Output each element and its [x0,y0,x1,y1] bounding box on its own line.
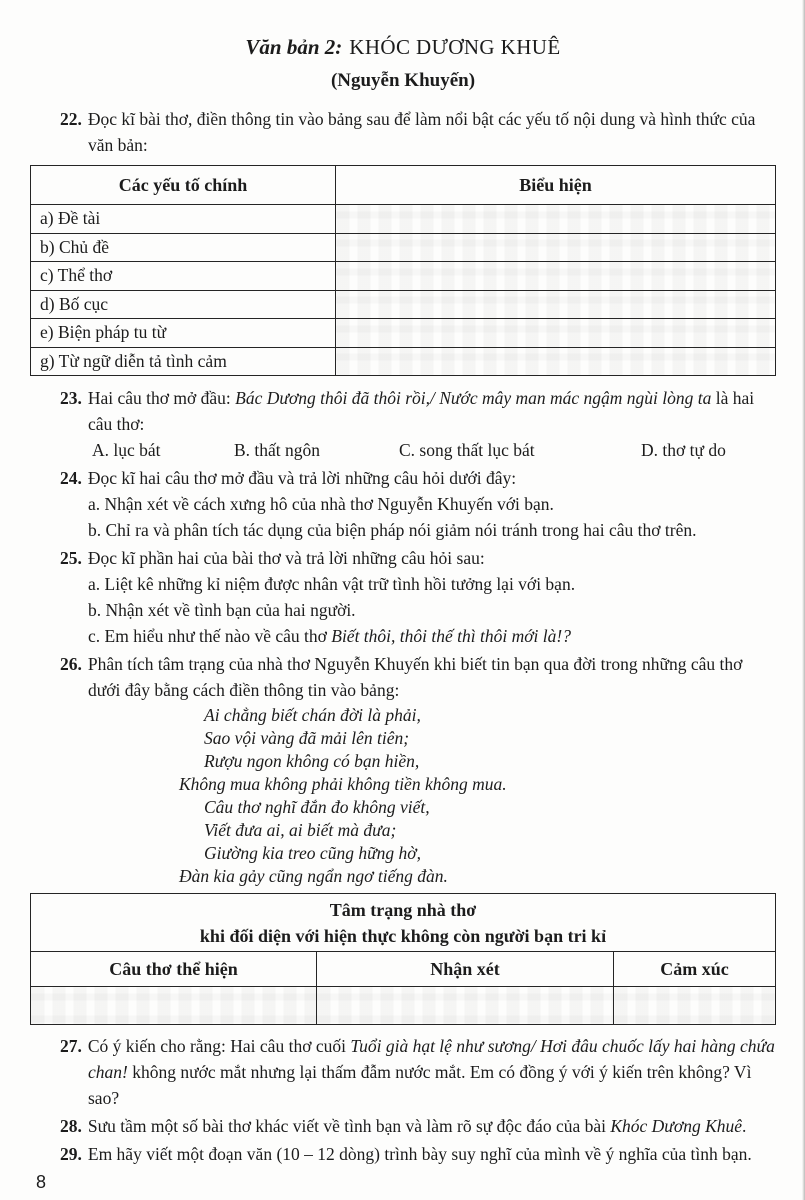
poem-line: Sao vội vàng đã mải lên tiên; [204,728,410,748]
mood-table [30,893,776,1025]
question-25-item-c-lead: c. Em hiểu như thế nào về câu thơ [88,626,332,646]
question-23-quote: Bác Dương thôi đã thôi rồi,/ Nước mây man mác ngậm ngùi lòng ta [235,388,712,408]
question-28-lead: Sưu tầm một số bài thơ khác viết về tình bạn và làm rõ sự độc đáo của bài [87,1116,611,1136]
table-row [31,347,776,376]
row-label-cell: e) Biện pháp tu từ [31,319,336,348]
question-22-text: Đọc kĩ bài thơ, điền thông tin vào bảng sau để làm nổi bật các yếu tố nội dung và hình thức của văn bản: [87,109,756,155]
row-label-cell: g) Từ ngữ diễn tả tình cảm [31,347,336,376]
question-23-options [30,437,776,463]
row-label-cell: d) Bố cục [31,290,336,319]
question-27-number: 27. [60,1036,82,1056]
question-28-tail: . [742,1116,747,1136]
blank-cell [317,987,614,1025]
option-d: D. thơ tự do [641,440,726,460]
poem-line: Viết đưa ai, ai biết mà đưa; [204,820,397,840]
mood-table-title [31,894,776,952]
row-label-cell: a) Đề tài [31,205,336,234]
question-25-text: Đọc kĩ phần hai của bài thơ và trả lời những câu hỏi sau: [87,548,485,568]
table-row [31,205,776,234]
row-value-cell [336,262,776,291]
question-26-text: Phân tích tâm trạng của nhà thơ Nguyễn Khuyến khi biết tin bạn qua đời trong những câu thơ dưới đây bằng cách điền thông tin vào bảng: [87,654,743,700]
table-row [31,290,776,319]
question-24-text: Đọc kĩ hai câu thơ mở đầu và trả lời những câu hỏi dưới đây: [87,468,517,488]
poem-line: Câu thơ nghĩ đắn đo không viết, [204,797,430,817]
question-23-tail: là hai câu thơ: [88,388,755,434]
question-29 [30,1141,776,1167]
question-29-text: Em hãy viết một đoạn văn (10 – 12 dòng) trình bày suy nghĩ của mình về ý nghĩa của tình bạn. [87,1144,752,1164]
question-28-quote: Khóc Dương Khuê [610,1116,743,1136]
question-23 [30,385,776,463]
poem-line: Rượu ngon không có bạn hiền, [204,751,420,771]
elements-table-header-key: Các yếu tố chính [31,166,336,205]
question-23-number: 23. [60,388,82,408]
table-row [31,319,776,348]
question-27-lead: Có ý kiến cho rằng: Hai câu thơ cuối [87,1036,351,1056]
mood-table-header-verse: Câu thơ thể hiện [31,952,317,987]
question-24-item-a: a. Nhận xét về cách xưng hô của nhà thơ Nguyễn Khuyến với bạn. [88,494,554,514]
question-22 [30,106,776,158]
table-row [31,233,776,262]
row-label-cell: b) Chủ đề [31,233,336,262]
question-24-number: 24. [60,468,82,488]
question-28-number: 28. [60,1116,82,1136]
question-26-number: 26. [60,654,82,674]
option-a: A. lục bát [92,440,161,460]
mood-table-title-row [31,894,776,952]
elements-table [30,165,776,376]
question-25-stem [30,545,776,571]
question-29-number: 29. [60,1144,82,1164]
question-24-stem [30,465,776,491]
row-value-cell [336,347,776,376]
question-25-item-b: b. Nhận xét về tình bạn của hai người. [88,600,356,620]
poem-line: Không mua không phải không tiền không mua. [179,774,507,794]
table-row [31,262,776,291]
mood-table-header-row [31,952,776,987]
option-c: C. song thất lục bát [399,440,535,460]
blank-cell [31,987,317,1025]
question-26-stem [30,651,776,703]
question-28 [30,1113,776,1139]
question-24-item-b: b. Chỉ ra và phân tích tác dụng của biện pháp nói giảm nói tránh trong hai câu thơ trên. [88,520,697,540]
mood-table-title-line1: Tâm trạng nhà thơ [329,899,477,920]
option-b: B. thất ngôn [234,440,321,460]
row-label-cell: c) Thể thơ [31,262,336,291]
poem-line: Đàn kia gảy cũng ngẩn ngơ tiếng đàn. [179,866,448,886]
poem-block [30,704,776,888]
row-value-cell [336,290,776,319]
question-26 [30,651,776,888]
question-27-tail: không nước mắt nhưng lại thấm đẫm nước mắt. Em có đồng ý với ý kiến trên không? Vì sao? [88,1062,752,1108]
mood-table-header-emotion: Cảm xúc [614,952,776,987]
question-25 [30,545,776,649]
title-text: KHÓC DƯƠNG KHUÊ [349,35,561,59]
document-author: (Nguyễn Khuyến) [330,70,476,91]
page-number: 8 [36,1172,47,1192]
mood-table-blank-row [31,987,776,1025]
blank-cell [614,987,776,1025]
question-24 [30,465,776,543]
question-23-lead: Hai câu thơ mở đầu: [87,388,236,408]
row-value-cell [336,233,776,262]
mood-table-title-line2: khi đối diện với hiện thực không còn người bạn tri kỉ [199,925,607,946]
mood-table-header-comment: Nhận xét [317,952,614,987]
poem-line: Ai chẳng biết chán đời là phải, [204,705,421,725]
document-title [30,34,776,60]
question-27 [30,1033,776,1111]
title-prefix: Văn bản 2: [245,35,343,59]
question-25-item-c-quote: Biết thôi, thôi thế thì thôi mới là!? [331,626,571,646]
question-23-stem [30,385,776,437]
question-25-item-c [30,623,776,649]
elements-table-header-row [31,166,776,205]
question-27-quote: Tuổi già hạt lệ như sương/ Hơi đâu chuốc lấy hai hàng chứa chan! [88,1036,775,1082]
question-25-item-a: a. Liệt kê những kỉ niệm được nhân vật trữ tình hồi tưởng lại với bạn. [88,574,576,594]
question-25-number: 25. [60,548,82,568]
row-value-cell [336,205,776,234]
elements-table-header-value: Biểu hiện [336,166,776,205]
poem-line: Giường kia treo cũng hững hờ, [204,843,421,863]
question-22-number: 22. [60,109,82,129]
row-value-cell [336,319,776,348]
